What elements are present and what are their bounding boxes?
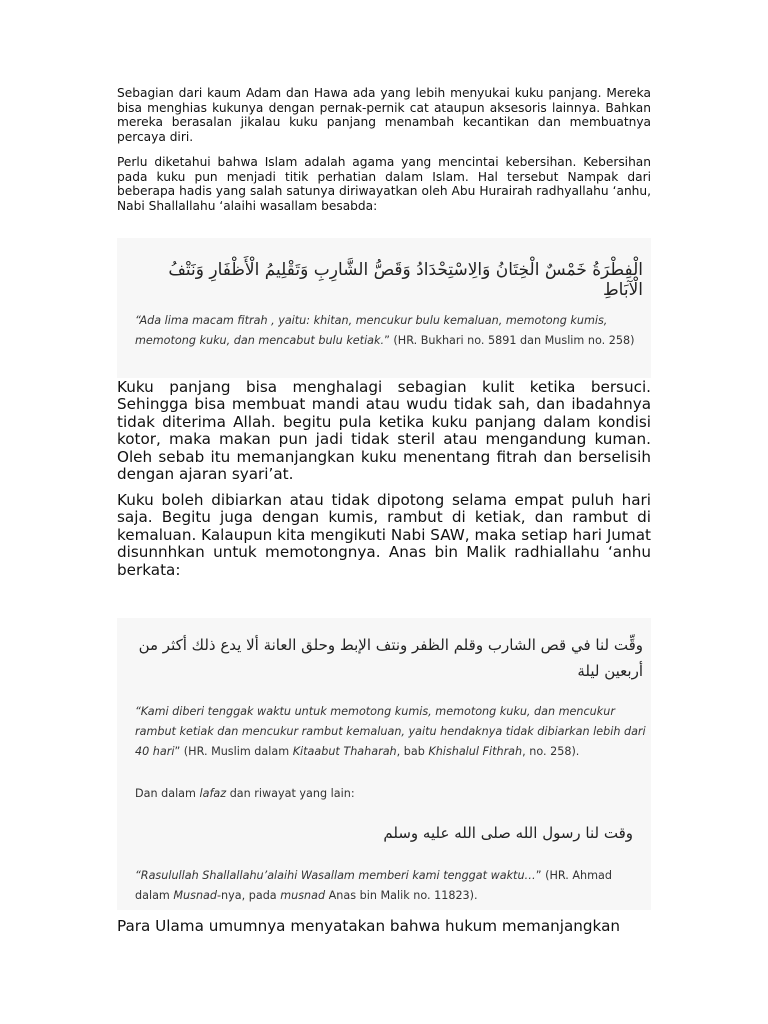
translation-3-source-a: ” (HR. Ahmad dalam: [135, 869, 612, 902]
intro-a: Dan dalam: [135, 787, 200, 800]
paragraph-ulama: Para Ulama umumnya menyatakan bahwa hukum memanjangkan: [117, 917, 621, 935]
translation-2-source-a: ” (HR. Muslim dalam: [174, 745, 293, 758]
hadith-translation-3: [135, 866, 647, 906]
translation-3-italic: “Rasulullah Shallallahu’alaihi Wasallam memberi kami tenggat waktu…: [135, 869, 536, 882]
translation-1-italic: “Ada lima macam fitrah , yaitu: khitan, mencukur bulu kemaluan, memotong kumis, memotong kuku, dan mencabut bulu ketiak.: [135, 314, 608, 347]
translation-3-source-b: -nya, pada: [217, 889, 281, 902]
intro-lafaz: lafaz: [199, 787, 227, 800]
hadith-image-2: [117, 618, 651, 910]
paragraph-long-nails: Kuku panjang bisa menghalagi sebagian kulit ketika bersuci. Sehingga bisa membuat mandi atau wudu tidak sah, dan ibadahnya tidak diterima Allah. begitu pula ketika kuku panjang dalam kondisi kotor, maka makan pun jadi tidak steril atau mengandung kuman. Oleh sebab itu memanjangkan kuku menentang fitrah dan berselisih dengan ajaran syari’at.: [117, 378, 651, 484]
arabic-anas-line-2: أربعين ليلة: [577, 662, 643, 680]
arabic-hadith-fitrah: الْفِطْرَةُ خَمْسٌ الْخِتَانُ وَالِاسْتِحْدَادُ وَقَصُّ الشَّارِبِ وَتَقْلِيمُ الْأَظْفَارِ وَنَتْفُ الْآبَاطِ: [168, 260, 643, 300]
translation-2-source-b: , bab: [396, 745, 429, 758]
paragraph-islam-cleanliness: Perlu diketahui bahwa Islam adalah agama yang mencintai kebersihan. Kebersihan pada kuku pun menjadi titik perhatian dalam Islam. Hal tersebut Nampak dari beberapa hadis yang salah satunya diriwayatkan oleh Abu Hurairah radhyallahu ‘anhu, Nabi Shallallahu ‘alaihi wasallam besabda:: [117, 155, 651, 213]
translation-3-source-c: Anas bin Malik no. 11823).: [325, 889, 478, 902]
paragraph-forty-days: Kuku boleh dibiarkan atau tidak dipotong selama empat puluh hari saja. Begitu juga dengan kumis, rambut di ketiak, dan rambut di kemaluan. Kalaupun kita mengikuti Nabi SAW, maka setiap hari Jumat disunnhkan untuk memotongnya. Anas bin Malik radhiallahu ‘anhu berkata:: [117, 491, 651, 579]
hadith-translation-1: [135, 311, 645, 351]
arabic-anas-line-1: وقِّت لنا في قص الشارب وقلم الظفر ونتف الإبط وحلق العانة ألا يدع ذلك أكثر من: [138, 636, 643, 654]
translation-2-chapter: Khishalul Fithrah: [428, 745, 523, 758]
translation-3-musnad: Musnad: [173, 889, 218, 902]
arabic-hadith-anas: [128, 632, 643, 684]
translation-2-source-c: , no. 258).: [522, 745, 580, 758]
translation-2-italic: “Kami diberi tenggak waktu untuk memotong kumis, memotong kuku, dan mencukur rambut ketiak dan mencukur rambut kemaluan, yaitu hendaknya tidak dibiarkan lebih dari 40 hari: [135, 705, 646, 758]
intro-b: dan riwayat yang lain:: [226, 787, 355, 800]
hadith-translation-2: [135, 702, 647, 762]
translation-1-source: ” (HR. Bukhari no. 5891 dan Muslim no. 258): [384, 334, 635, 347]
hadith-image-1: [117, 238, 651, 378]
paragraph-intro: Sebagian dari kaum Adam dan Hawa ada yang lebih menyukai kuku panjang. Mereka bisa menghias kukunya dengan pernak-pernik cat ataupun aksesoris lainnya. Bahkan mereka berasalan jikalau kuku panjang menambah kecantikan dan membuatnya percaya diri.: [117, 86, 651, 144]
arabic-hadith-rasulullah: وقت لنا رسول الله صلى الله عليه وسلم: [383, 824, 633, 842]
other-narration-intro: [135, 784, 647, 804]
translation-2-book: Kitaabut Thaharah: [292, 745, 397, 758]
translation-3-musnad-2: musnad: [280, 889, 326, 902]
